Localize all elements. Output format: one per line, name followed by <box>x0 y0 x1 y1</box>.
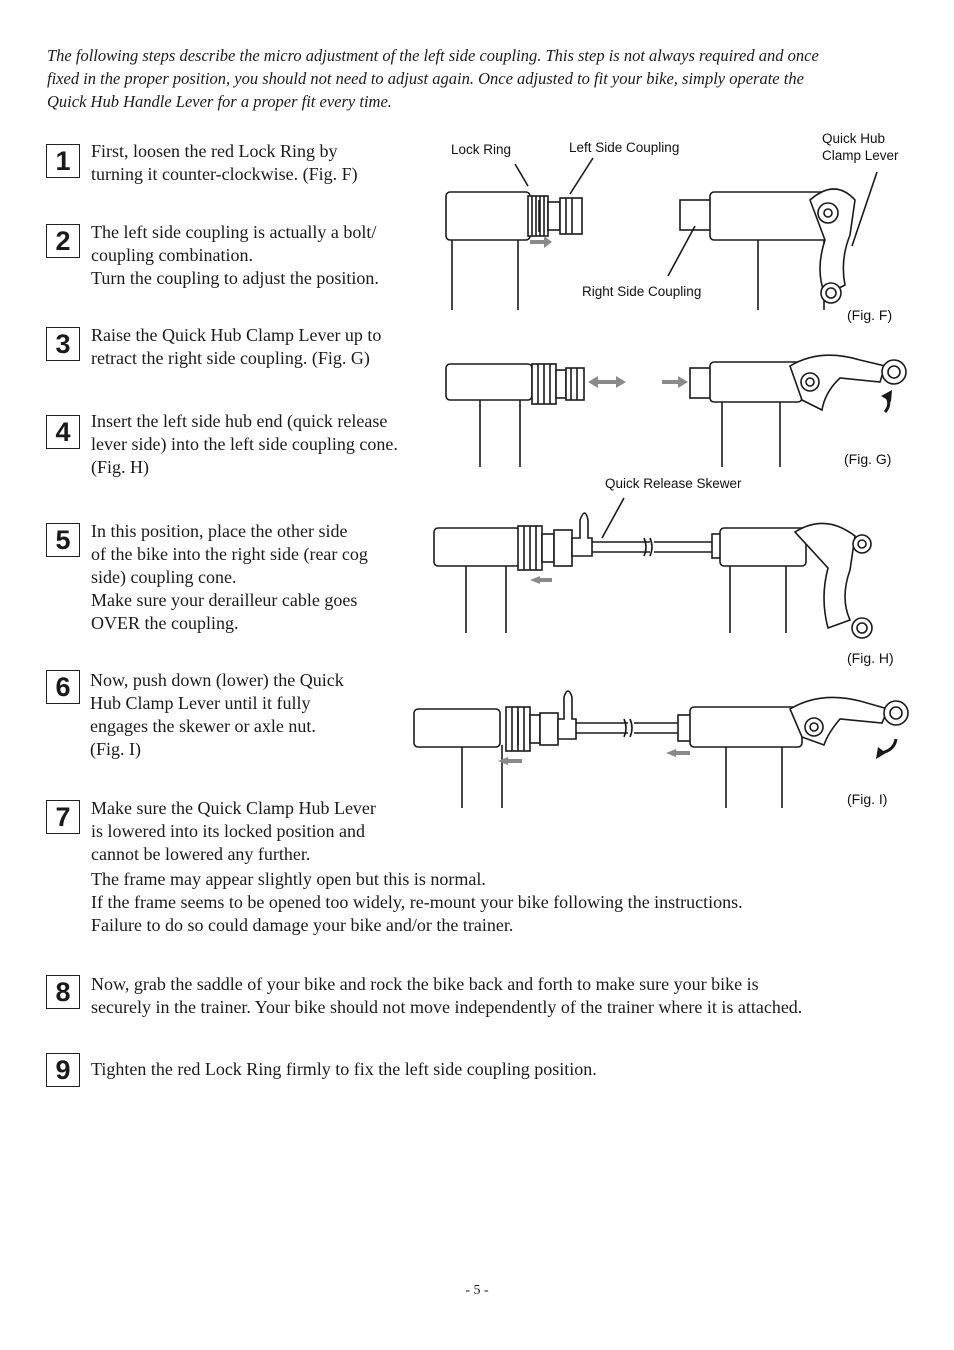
step-line: Hub Clamp Lever until it fully <box>90 693 311 713</box>
step-number: 3 <box>46 327 80 361</box>
step-line: Failure to do so could damage your bike and/or the trainer. <box>91 915 514 935</box>
figure-caption: (Fig. F) <box>847 307 893 323</box>
step-line: In this position, place the other side <box>91 521 348 541</box>
step-9-text <box>91 1058 597 1081</box>
figure-caption: (Fig. I) <box>847 791 888 807</box>
step-line: OVER the coupling. <box>91 613 239 633</box>
step-7-text <box>91 797 743 937</box>
right-frame-head <box>720 528 806 566</box>
intro-line: fixed in the proper position, you should not need to adjust again. Once adjusted to fit your bike, simply operate the <box>47 69 804 88</box>
leader-line <box>515 164 528 186</box>
figure-g-illustration <box>440 352 910 467</box>
figure-i-illustration <box>410 683 910 808</box>
step-2-text <box>91 221 379 290</box>
step-line: Now, grab the saddle of your bike and rock the bike back and forth to make sure your bike is <box>91 974 759 994</box>
step-line: Make sure the Quick Clamp Hub Lever <box>91 798 376 818</box>
step-line: First, loosen the red Lock Ring by <box>91 141 338 161</box>
right-arrow-icon <box>662 376 688 388</box>
skewer-label: Quick Release Skewer <box>605 476 742 491</box>
step-number: 2 <box>46 224 80 258</box>
left-frame-head <box>434 528 520 566</box>
step-5-text <box>91 520 368 635</box>
step-line: coupling combination. <box>91 245 253 265</box>
step-line: If the frame seems to be opened too widely, re-mount your bike following the instructions. <box>91 892 743 912</box>
left-coupling-label: Left Side Coupling <box>569 140 680 155</box>
step-number: 9 <box>46 1053 80 1087</box>
step-6-text <box>90 669 344 761</box>
step-number: 4 <box>46 415 80 449</box>
quick-hub-label-line: Clamp Lever <box>822 148 899 163</box>
step-line: (Fig. H) <box>91 457 149 477</box>
quick-hub-label-line: Quick Hub <box>822 131 886 146</box>
step-number: 5 <box>46 523 80 557</box>
clamp-lever-lowered <box>790 697 888 745</box>
left-coupling-cone <box>560 198 582 234</box>
step-number: 6 <box>46 670 80 704</box>
leader-line <box>852 172 877 246</box>
step-line: Tighten the red Lock Ring firmly to fix the left side coupling position. <box>91 1059 597 1079</box>
step-number: 7 <box>46 800 80 834</box>
leader-line <box>668 226 695 276</box>
step-line: lever side) into the left side coupling cone. <box>91 434 398 454</box>
step-line: is lowered into its locked position and <box>91 821 365 841</box>
leader-line <box>602 498 624 538</box>
quick-release-lever <box>558 691 576 739</box>
left-frame-head <box>414 709 500 747</box>
step-line: Turn the coupling to adjust the position. <box>91 268 379 288</box>
left-frame-head <box>446 192 530 240</box>
figure-caption: (Fig. H) <box>847 650 894 666</box>
step-4-text <box>91 410 398 479</box>
clamp-lever <box>795 523 855 628</box>
right-coupling-label: Right Side Coupling <box>582 284 702 299</box>
step-line: Raise the Quick Hub Clamp Lever up to <box>91 325 382 345</box>
page-number: - 5 - <box>465 1283 489 1298</box>
lock-ring <box>528 196 548 236</box>
step-1-text <box>91 140 358 186</box>
step-line: cannot be lowered any further. <box>91 844 311 864</box>
right-arrow-icon <box>530 236 552 248</box>
step-line: securely in the trainer. Your bike should not move independently of the trainer where it is attached. <box>91 997 803 1017</box>
quick-release-lever <box>572 513 592 556</box>
step-3-text <box>91 324 381 370</box>
step-line: Insert the left side hub end (quick release <box>91 411 388 431</box>
intro-line: Quick Hub Handle Lever for a proper fit every time. <box>47 92 392 111</box>
leader-line <box>570 158 593 194</box>
figure-h-illustration <box>430 498 900 638</box>
lock-ring-label: Lock Ring <box>451 142 512 157</box>
figure-f-illustration <box>440 150 910 310</box>
right-frame-head <box>690 707 802 747</box>
left-coupling <box>548 202 560 230</box>
intro-line: The following steps describe the micro adjustment of the left side coupling. This step is not always required and once <box>47 46 819 65</box>
step-8-text <box>91 973 802 1019</box>
step-line: retract the right side coupling. (Fig. G) <box>91 348 370 368</box>
step-line: engages the skewer or axle nut. <box>90 716 316 736</box>
right-frame-head <box>710 362 802 402</box>
left-frame-head <box>446 364 532 400</box>
figure-caption: (Fig. G) <box>844 451 892 467</box>
step-number: 1 <box>46 144 80 178</box>
step-line: Make sure your derailleur cable goes <box>91 590 358 610</box>
double-arrow-icon <box>588 376 626 388</box>
step-line: turning it counter-clockwise. (Fig. F) <box>91 164 358 184</box>
step-line: (Fig. I) <box>90 739 141 759</box>
step-line: The left side coupling is actually a bolt/ <box>91 222 377 242</box>
step-number: 8 <box>46 975 80 1009</box>
step-line: The frame may appear slightly open but this is normal. <box>91 869 486 889</box>
step-line: side) coupling cone. <box>91 567 237 587</box>
right-coupling <box>680 200 712 230</box>
step-line: Now, push down (lower) the Quick <box>90 670 344 690</box>
left-arrow-icon <box>530 576 552 584</box>
intro-paragraph <box>47 44 917 113</box>
left-arrow-icon <box>666 749 690 757</box>
step-line: of the bike into the right side (rear cog <box>91 544 368 564</box>
